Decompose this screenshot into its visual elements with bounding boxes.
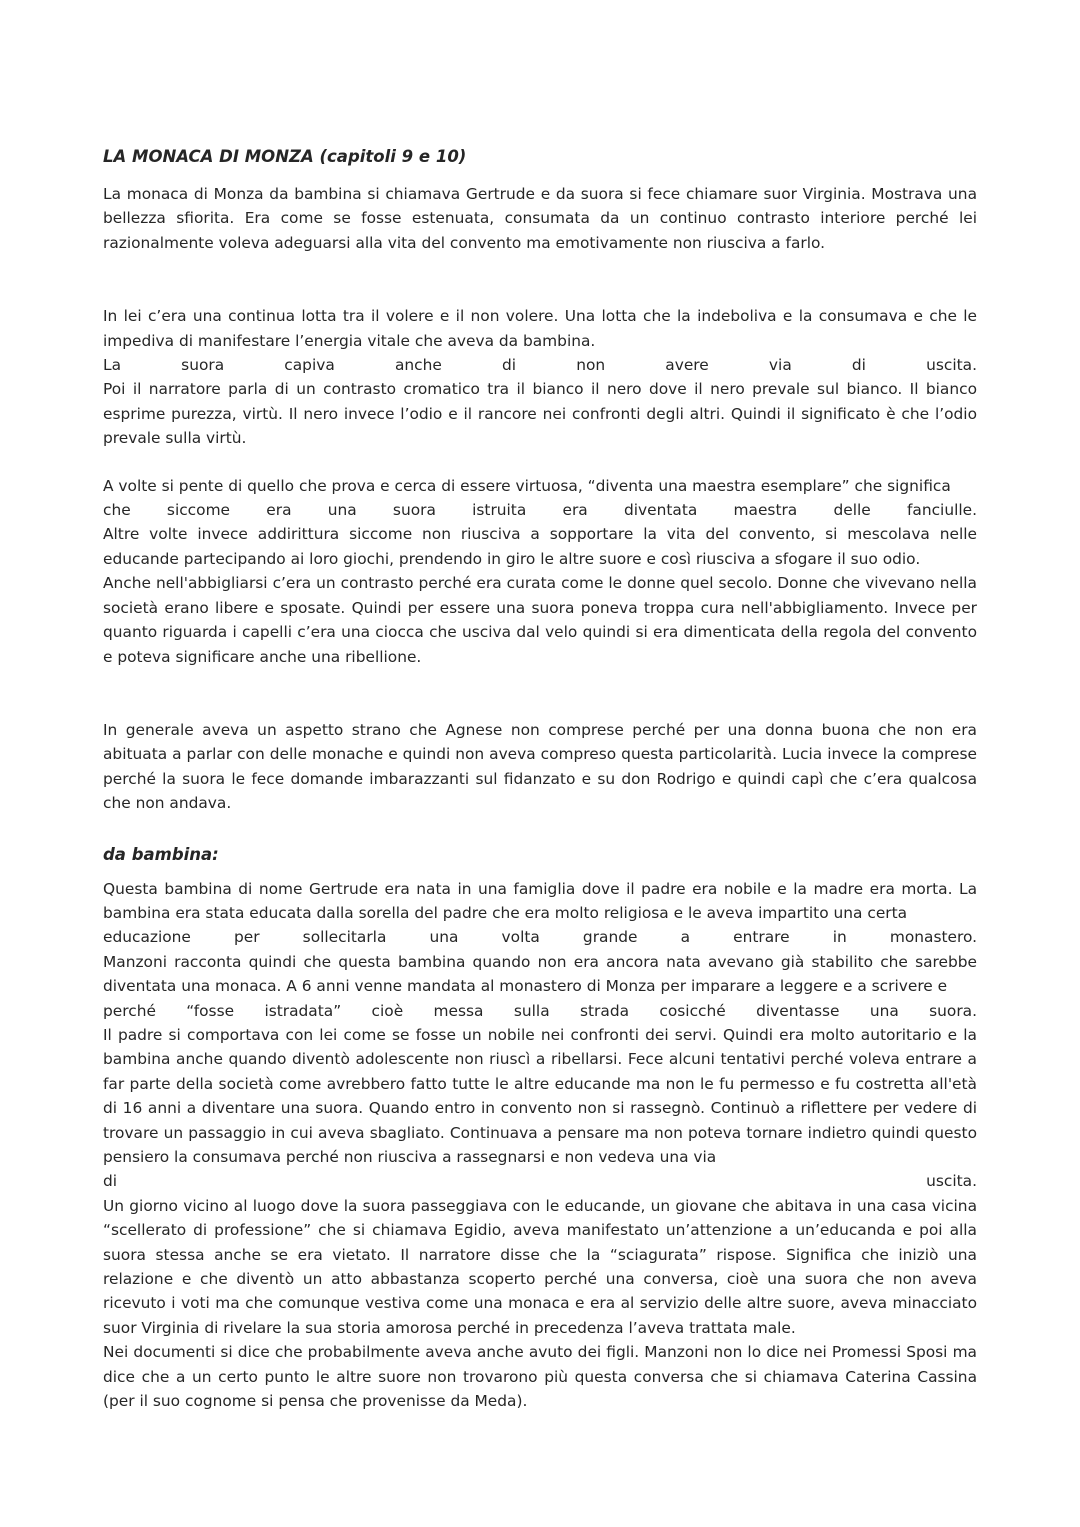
paragraph-text: Poi il narratore parla di un contrasto cromatico tra il bianco il nero dove il nero prevale sul bianco. Il bianco esprime purezza, virtù. Il nero invece l’odio e il rancore nei confronti degli altri. Quindi il significato è che l’odio prevale sulla virtù.: [103, 380, 977, 448]
paragraph-gap: [103, 451, 977, 474]
paragraph-text: A volte si pente di quello che prova e cerca di essere virtuosa, “diventa una maestra esemplare” che significa: [103, 476, 951, 495]
paragraph-text: Nei documenti si dice che probabilmente aveva anche avuto dei figli. Manzoni non lo dice nei Promessi Sposi ma dice che a un certo punto le altre suore non trovarono più questa conversa che si chiamava Caterina Cassina (per il suo cognome si pensa che provenisse da Meda).: [103, 1343, 977, 1411]
paragraph-text: Anche nell'abbigliarsi c’era un contrasto perché era curata come le donne quel secolo. Donne che vivevano nella società erano libere e sposate. Quindi per essere una suora poneva troppa cura nell'abbigliamento. Invece per quanto riguarda i capelli c’era una ciocca che usciva dal velo quindi si era dimenticata della regola del convento e poteva significare anche una ribellione.: [103, 574, 977, 666]
paragraph-text: In generale aveva un aspetto strano che Agnese non comprese perché per una donna buona che non era abituata a parlar con delle monache e quindi non aveva compreso questa particolarità. Lucia invece la comprese perché la suora le fece domande imbarazzanti sul fidanzato e su don Rodrigo e quindi capì che c’era qualcosa che non andava.: [103, 720, 977, 813]
paragraph-childhood: [103, 877, 977, 1414]
paragraph-text: Manzoni racconta quindi che questa bambina quando non era ancora nata avevano già stabilito che sarebbe diventata una monaca. A 6 anni venne mandata al monastero di Monza per imparare a leggere e a scrivere e: [103, 952, 977, 996]
paragraph-text: che siccome era una suora istruita era diventata maestra delle fanciulle.: [103, 501, 977, 520]
paragraph-behaviour: [103, 474, 977, 669]
paragraph-text: Un giorno vicino al luogo dove la suora passeggiava con le educande, un giovane che abitava in una casa vicina “scellerato di professione” che si chiamava Egidio, aveva manifestato un’attenzione a un’educanda e poi alla suora stessa anche se era vietato. Il narratore disse che la “sciagurata” rispose. Significa che iniziò una relazione e che diventò un atto abbastanza scoperto perché una conversa, cioè una suora che non aveva ricevuto i voti ma che comunque vestiva come una monaca e era al servizio delle altre suore, aveva minacciato suor Virginia di rivelare la sua storia amorosa perché in precedenza l’aveva trattata male.: [103, 1196, 977, 1337]
paragraph-inner-struggle: [103, 304, 977, 450]
section-heading: da bambina:: [103, 844, 219, 864]
paragraph-text: perché “fosse istradata” cioè messa sulla strada cosicché diventasse una suora.: [103, 1001, 977, 1020]
paragraph-gap: [103, 816, 977, 843]
paragraph-text: Questa bambina di nome Gertrude era nata in una famiglia dove il padre era nobile e la madre era morta. La bambina era stata educata dalla sorella del padre che era molto religiosa e le aveva impartito una certa: [103, 879, 977, 922]
paragraph-text: di uscita.: [103, 1172, 977, 1191]
paragraph-intro: [103, 182, 977, 255]
document-page: [103, 145, 977, 1413]
paragraph-appearance: [103, 718, 977, 816]
paragraph-text: In lei c’era una continua lotta tra il volere e il non volere. Una lotta che la indeboliva e la consumava e che le impediva di manifestare l’energia vitale che aveva da bambina.: [103, 307, 977, 350]
document-title: LA MONACA DI MONZA (capitoli 9 e 10): [103, 147, 467, 166]
paragraph-text: Altre volte invece addirittura siccome non riusciva a sopportare la vita del convento, si mescolava nelle educande partecipando ai loro giochi, prendendo in giro le altre suore e così riusciva a sfogare il suo odio.: [103, 525, 977, 568]
paragraph-gap: [103, 255, 977, 304]
paragraph-gap: [103, 669, 977, 718]
paragraph-text: La suora capiva anche di non avere via di uscita.: [103, 356, 977, 375]
paragraph-text: La monaca di Monza da bambina si chiamava Gertrude e da suora si fece chiamare suor Virginia. Mostrava una bellezza sfiorita. Era come se fosse estenuata, consumata da un continuo contrasto interiore perché lei razionalmente voleva adeguarsi alla vita del convento ma emotivamente non riusciva a farlo.: [103, 185, 977, 252]
paragraph-text: Il padre si comportava con lei come se fosse un nobile nei confronti dei servi. Quindi era molto autoritario e la bambina anche quando diventò adolescente non riuscì a ribellarsi. Fece alcuni tentativi perché voleva entrare a far parte della società come avrebbero fatto tutte le altre educande ma non le fu permesso e fu costretta all'età di 16 anni a diventare una suora. Quando entro in convento non si rassegnò. Continuò a riflettere per vedere di trovare un passaggio in cui aveva sbagliato. Continuava a pensare ma non poteva tornare indietro quindi questo pensiero la consumava perché non riusciva a rassegnarsi e non vedeva una via: [103, 1025, 977, 1166]
paragraph-text: educazione per sollecitarla una volta grande a entrare in monastero.: [103, 928, 977, 947]
